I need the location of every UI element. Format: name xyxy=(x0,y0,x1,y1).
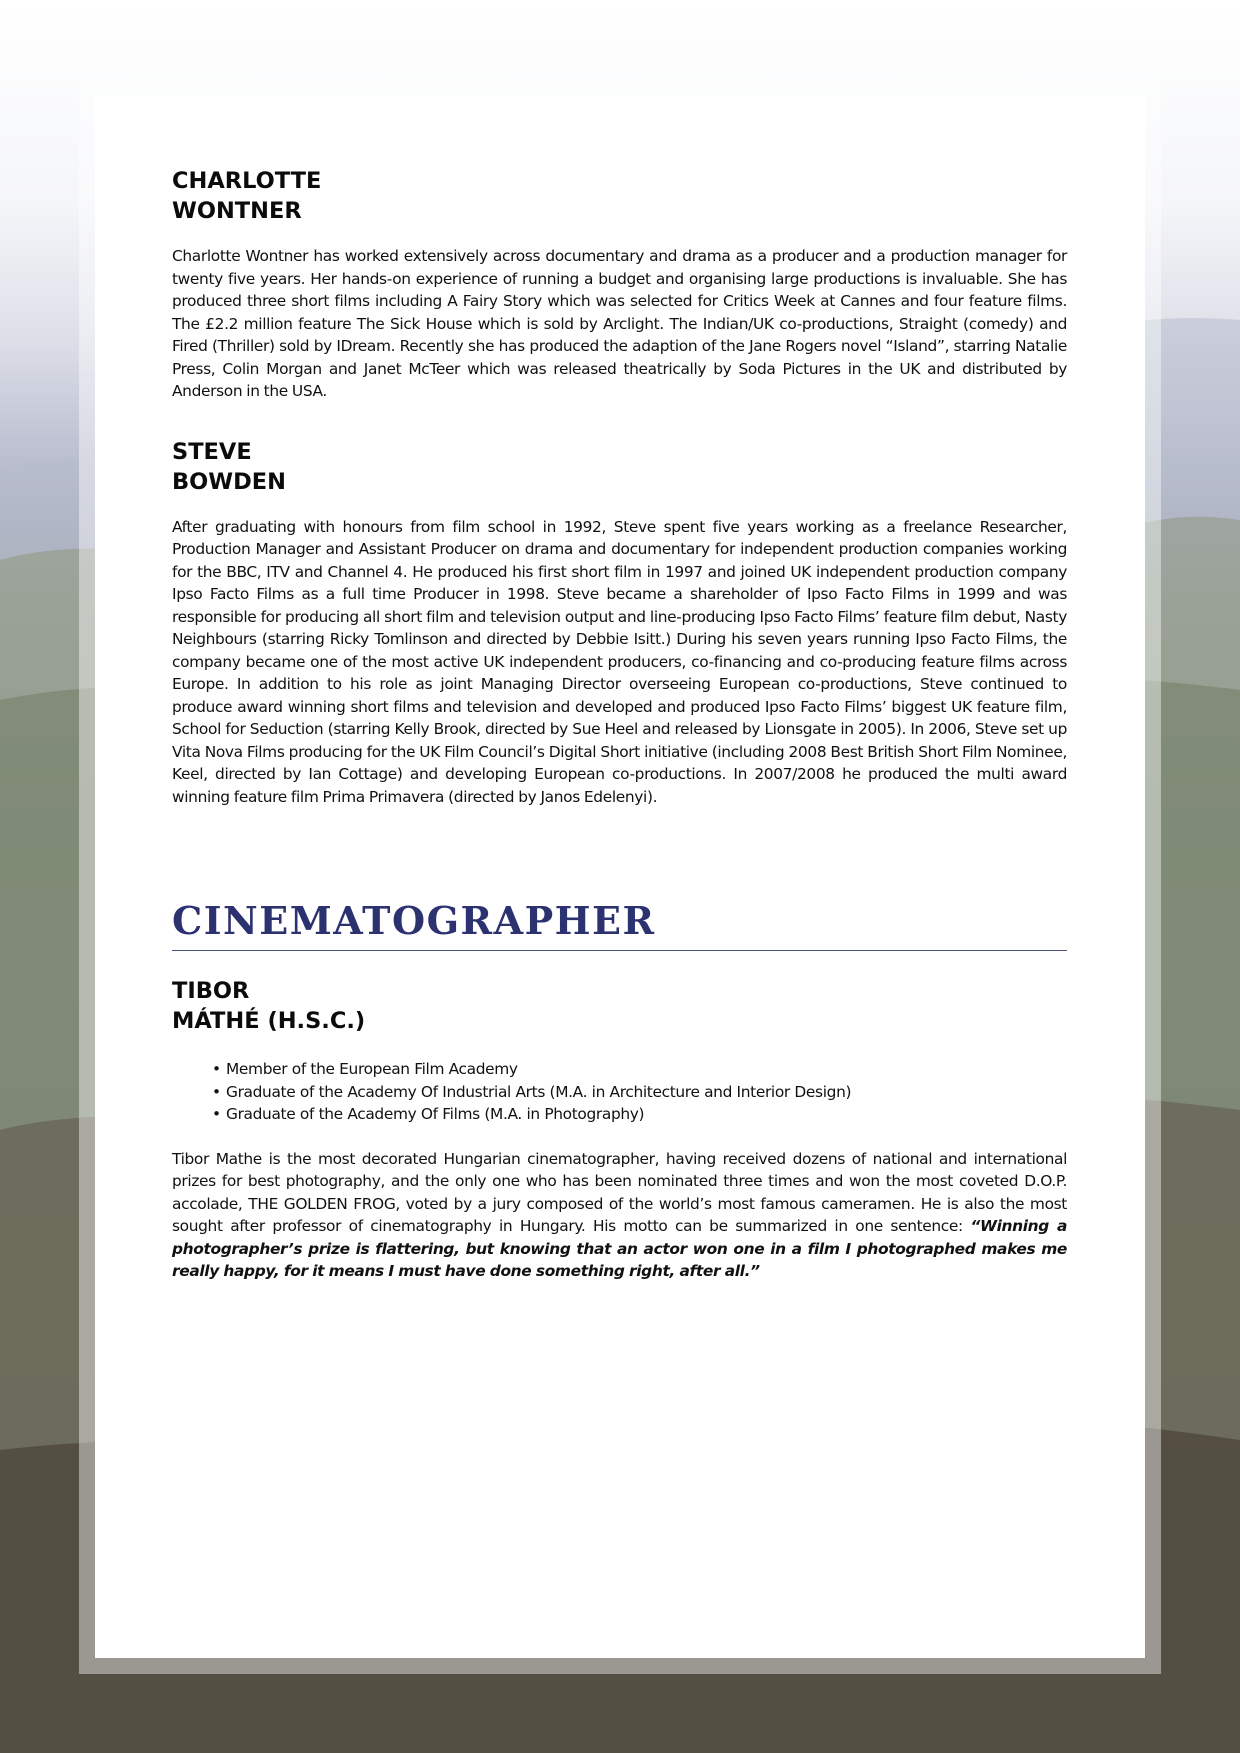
page-content xyxy=(172,166,1067,1283)
credential-text: Graduate of the Academy Of Films (M.A. in Photography) xyxy=(226,1105,645,1124)
cinematographer-name-tibor-mathe xyxy=(172,976,1067,1036)
credential-text: Graduate of the Academy Of Industrial Arts (M.A. in Architecture and Interior Design) xyxy=(226,1082,852,1101)
last-name: WONTNER xyxy=(172,198,302,224)
credentials-list xyxy=(172,1058,1067,1126)
motto-quote: “Winning a photographer’s prize is flattering, but knowing that an actor won one in a film I photographed makes me really happy, for it means I must have done something right, after all.” xyxy=(172,1217,1067,1281)
bio-text: Tibor Mathe is the most decorated Hungarian cinematographer, having received dozens of national and international prizes for best photography, and the only one who has been nominated three times and won the most coveted D.O.P. accolade, THE GOLDEN FROG, voted by a jury composed of the world’s most famous cameramen. He is also the most sought after professor of cinematography in Hungary. His motto can be summarized in one sentence: xyxy=(172,1149,1067,1236)
last-name: MÁTHÉ (H.S.C.) xyxy=(172,1008,366,1035)
cinematographer-bio-tibor-mathe xyxy=(172,1148,1067,1283)
first-name: CHARLOTTE xyxy=(172,168,322,194)
last-name: BOWDEN xyxy=(172,468,286,495)
credential-item xyxy=(212,1103,1067,1126)
producer-bio-steve-bowden: After graduating with honours from film school in 1992, Steve spent five years working as a freelance Researcher, Production Manager and Assistant Producer on drama and documentary for independent production companies working for the BBC, ITV and Channel 4. He produced his first short film in 1997 and joined UK independent production company Ipso Facto Films as a full time Producer in 1998. Steve became a shareholder of Ipso Facto Films in 1999 and was responsible for producing all short film and television output and line-producing Ipso Facto Films’ feature film debut, Nasty Neighbours (starring Ricky Tomlinson and directed by Debbie Isitt.) During his seven years running Ipso Facto Films, the company became one of the most active UK independent producers, co-financing and co-producing feature films across Europe. In addition to his role as joint Managing Director overseeing European co-productions, Steve continued to produce award winning short films and television and developed and produced Ipso Facto Films’ biggest UK feature film, School for Seduction (starring Kelly Brook, directed by Sue Heel and released by Lionsgate in 2005). In 2006, Steve set up Vita Nova Films producing for the UK Film Council’s Digital Short initiative (including 2008 Best British Short Film Nominee, Keel, directed by Ian Cottage) and developing European co-productions. In 2007/2008 he produced the multi award winning feature film Prima Primavera (directed by Janos Edelenyi). xyxy=(172,517,1067,806)
bullet-icon: • xyxy=(212,1105,221,1124)
credential-item xyxy=(212,1081,1067,1104)
bullet-icon: • xyxy=(212,1082,221,1101)
first-name: STEVE xyxy=(172,438,252,465)
producer-bio-charlotte-wontner: Charlotte Wontner has worked extensively across documentary and drama as a producer and a production manager for twenty five years. Her hands-on experience of running a budget and organising large productions is invaluable. She has produced three short films including A Fairy Story which was selected for Critics Week at Cannes and four feature films. The £2.2 million feature The Sick House which is sold by Arclight. The Indian/UK co-productions, Straight (comedy) and Fired (Thriller) sold by IDream. Recently she has produced the adaption of the Jane Rogers novel “Island”, starring Natalie Press, Colin Morgan and Janet McTeer which was released theatrically by Soda Pictures in the UK and distributed by Anderson in the USA. xyxy=(172,247,1067,400)
credential-text: Member of the European Film Academy xyxy=(226,1060,518,1079)
producer-name-steve-bowden xyxy=(172,437,1067,497)
bullet-icon: • xyxy=(212,1060,221,1079)
producer-name-charlotte-wontner xyxy=(172,166,1067,226)
section-heading-cinematographer: CINEMATOGRAPHER xyxy=(172,898,1067,951)
first-name: TIBOR xyxy=(172,978,250,1005)
credential-item xyxy=(212,1058,1067,1081)
